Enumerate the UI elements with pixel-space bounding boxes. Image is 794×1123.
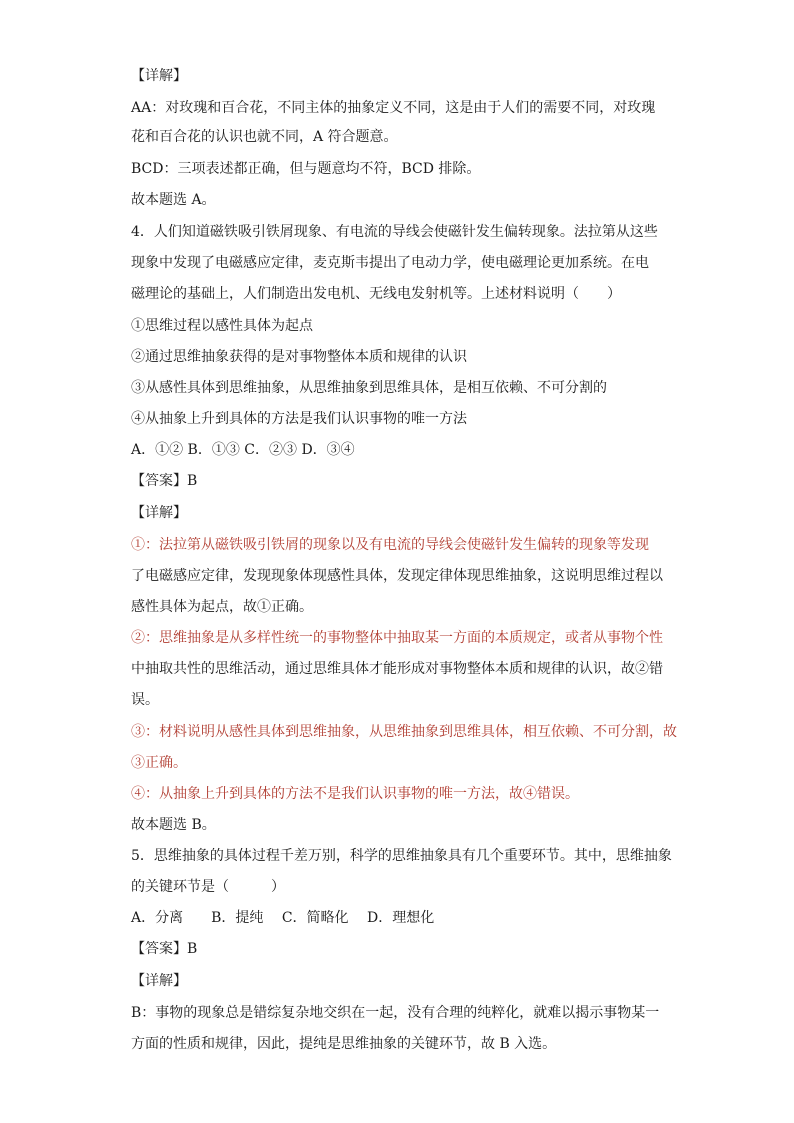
explanation-line: 了电磁感应定律，发现现象体现感性具体，发现定律体现思维抽象，这说明思维过程以 <box>131 568 663 584</box>
explanation-line: ②：思维抽象是从多样性统一的事物整体中抽取某一方面的本质规定，或者从事物个性 <box>131 630 663 646</box>
explanation-line: 感性具体为起点，故①正确。 <box>131 599 313 615</box>
explanation-line: 中抽取共性的思维活动，通过思维具体才能形成对事物整体本质和规律的认识，故②错 <box>131 661 663 677</box>
conclusion-line: 故本题选 B。 <box>131 817 216 833</box>
section-heading-detail: 【详解】 <box>131 505 187 521</box>
section-heading-detail: 【详解】 <box>131 973 187 989</box>
text-line: 故本题选 A。 <box>131 192 216 208</box>
explanation-line: B：事物的现象总是错综复杂地交织在一起，没有合理的纯粹化，就难以揭示事物某一 <box>131 1005 660 1021</box>
question-5-text: 5．思维抽象的具体过程千差万别，科学的思维抽象具有几个重要环节。其中，思维抽象 <box>131 848 672 864</box>
text-line: BCD：三项表述都正确，但与题意均不符，BCD 排除。 <box>131 161 481 177</box>
question-4-text: 4．人们知道磁铁吸引铁屑现象、有电流的导线会使磁针发生偏转现象。法拉第从这些 <box>131 224 658 240</box>
question-4-text: 磁理论的基础上，人们制造出发电机、无线电发射机等。上述材料说明（ ） <box>131 286 621 302</box>
option-statement-1: ①思维过程以感性具体为起点 <box>131 318 313 334</box>
explanation-line: ①：法拉第从磁铁吸引铁屑的现象以及有电流的导线会使磁针发生偏转的现象等发现 <box>131 537 649 553</box>
explanation-line: 方面的性质和规律，因此，提纯是思维抽象的关键环节，故 B 入选。 <box>131 1036 557 1052</box>
section-heading-detail: 【详解】 <box>131 68 187 84</box>
explanation-line: ④：从抽象上升到具体的方法不是我们认识事物的唯一方法，故④错误。 <box>131 786 579 802</box>
answer-choices: A．①② B．①③ C．②③ D．③④ <box>131 442 355 458</box>
explanation-line: 误。 <box>131 692 159 708</box>
question-4-text: 现象中发现了电磁感应定律，麦克斯韦提出了电动力学，使电磁理论更加系统。在电 <box>131 255 649 271</box>
answer-line: 【答案】B <box>131 473 198 489</box>
text-line: 花和百合花的认识也就不同，A 符合题意。 <box>131 129 398 145</box>
answer-line: 【答案】B <box>131 941 198 957</box>
text-line: AA：对玫瑰和百合花，不同主体的抽象定义不同，这是由于人们的需要不同，对玫瑰 <box>131 100 656 116</box>
explanation-line: ③：材料说明从感性具体到思维抽象，从思维抽象到思维具体，相互依赖、不可分割，故 <box>131 724 677 740</box>
option-statement-2: ②通过思维抽象获得的是对事物整体本质和规律的认识 <box>131 349 467 365</box>
question-5-text: 的关键环节是（ ） <box>131 879 285 895</box>
option-statement-4: ④从抽象上升到具体的方法是我们认识事物的唯一方法 <box>131 411 467 427</box>
answer-choices: A．分离 B．提纯 C．简略化 D．理想化 <box>131 910 435 926</box>
option-statement-3: ③从感性具体到思维抽象，从思维抽象到思维具体，是相互依赖、不可分割的 <box>131 380 607 396</box>
explanation-line: ③正确。 <box>131 755 187 771</box>
